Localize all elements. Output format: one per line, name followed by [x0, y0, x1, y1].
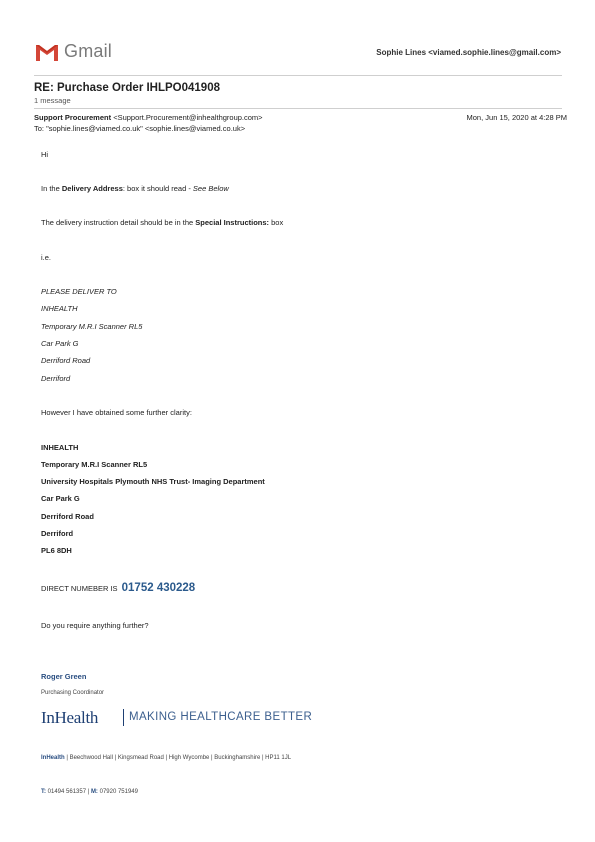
italic-address-line: Car Park G [41, 339, 79, 348]
italic-address-line: PLEASE DELIVER TO [41, 287, 117, 296]
address-details: | Beechwood Hall | Kingsmead Road | High Wycombe | Buckinghamshire | HP11 1JL [64, 755, 292, 761]
direct-number-value: 01752 430228 [121, 582, 196, 594]
italic-address-line: Temporary M.R.I Scanner RL5 [41, 322, 143, 331]
recipient-line: To: "sophie.lines@viamed.co.uk" <sophie.lines@viamed.co.uk> [34, 124, 246, 133]
sender-line [34, 113, 263, 122]
signature-title: Purchasing Coordinator [41, 690, 105, 696]
clarity-line: However I have obtained some further clarity: [41, 408, 192, 417]
address-company: InHealth [41, 755, 65, 761]
bold-address-line: INHEALTH [41, 443, 79, 452]
email-subject: RE: Purchase Order IHLPO041908 [34, 82, 220, 94]
bold-address-line: Car Park G [41, 494, 80, 503]
gmail-wordmark: Gmail [64, 41, 113, 61]
instruction-text-start: The delivery instruction detail should be in the [41, 218, 196, 227]
mobile-label: M: [90, 789, 98, 795]
sender-name: Support Procurement [34, 113, 112, 122]
phone-number: 01494 561357 | [46, 789, 91, 795]
special-instructions-bold: Special Instructions: [195, 218, 270, 227]
italic-address-line: Derriford Road [41, 356, 91, 365]
bold-address-line: PL6 8DH [41, 546, 72, 555]
greeting: Hi [41, 150, 49, 159]
brand-separator [123, 709, 124, 726]
direct-number-label: DIRECT NUMEBER IS [41, 584, 118, 593]
instruction-text-end: box [269, 218, 284, 227]
signature-name: Roger Green [41, 672, 87, 681]
ie-line: i.e. [41, 253, 52, 262]
brand-name: InHealth [41, 708, 99, 727]
delivery-paragraph [41, 184, 229, 193]
phone-label: T: [41, 789, 46, 795]
delivery-address-bold: Delivery Address [61, 184, 123, 193]
bold-address-line: Derriford [41, 529, 74, 538]
direct-number-line [41, 582, 195, 594]
closing-question: Do you require anything further? [41, 621, 149, 630]
email-date: Mon, Jun 15, 2020 at 4:28 PM [466, 113, 567, 122]
delivery-text-start: In the [41, 184, 62, 193]
header-divider [34, 75, 562, 76]
bold-address-line: Temporary M.R.I Scanner RL5 [41, 460, 148, 469]
italic-address-line: INHEALTH [41, 304, 78, 313]
gmail-logo [34, 41, 114, 63]
gmail-m-icon [34, 42, 60, 62]
delivery-text-end: : box it should read - [122, 184, 193, 193]
italic-address-line: Derriford [41, 374, 71, 383]
instruction-paragraph [41, 218, 283, 227]
inhealth-logo [41, 708, 321, 728]
brand-tagline: MAKING HEALTHCARE BETTER [129, 711, 313, 723]
signature-phones [41, 789, 138, 795]
bold-address-line: University Hospitals Plymouth NHS Trust- Imaging Department [41, 477, 265, 486]
subject-divider [34, 108, 562, 109]
sender-email: <Support.Procurement@inhealthgroup.com> [113, 113, 263, 122]
mobile-number: 07920 751949 [97, 789, 138, 795]
account-label: Sophie Lines <viamed.sophie.lines@gmail.com> [376, 48, 561, 57]
see-below-italic: See Below [192, 184, 229, 193]
message-count: 1 message [34, 96, 71, 105]
bold-address-line: Derriford Road [41, 512, 94, 521]
signature-address [41, 755, 291, 761]
